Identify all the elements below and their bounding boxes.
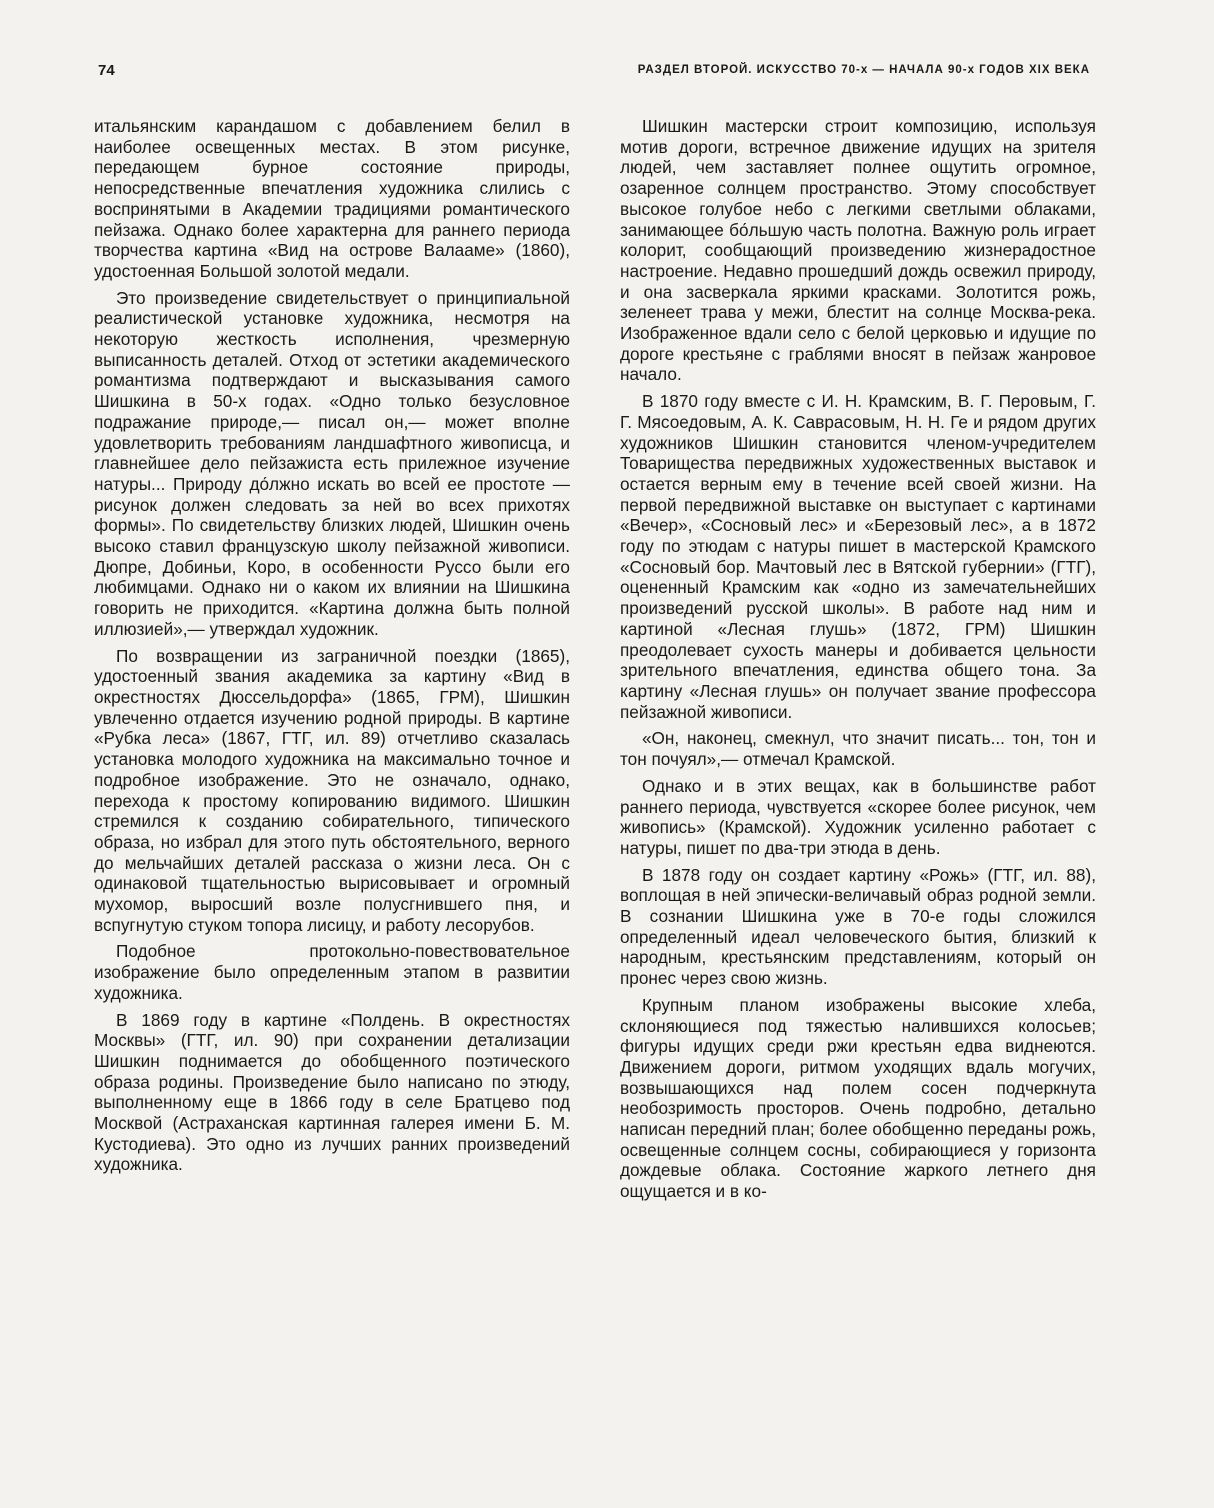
paragraph: итальянским карандашом с добавлением белил в наиболее освещенных местах. В этом рисунке, передающем бурное состояние природы, непосредственные впечатления художника слились с воспринятыми в Академии традициями романтического пейзажа. Однако более характерна для раннего периода творчества картина «Вид на острове Валааме» (1860), удостоенная Большой золотой медали. [94, 116, 570, 281]
paragraph: Подобное протокольно-повествовательное изображение было определенным этапом в развитии художника. [94, 941, 570, 1003]
paragraph: В 1878 году он создает картину «Рожь» (ГТГ, ил. 88), воплощая в ней эпически-величавый образ родной земли. В сознании Шишкина уже в 70-е годы сложился определенный идеал человеческого бытия, близкий к народным, крестьянским представлениям, который он пронес через свою жизнь. [620, 864, 1096, 989]
paragraph: Крупным планом изображены высокие хлеба, склоняющиеся под тяжестью налившихся колосьев; фигуры идущих среди ржи крестьян едва виднеются. Движением дороги, ритмом уходящих вдаль могучих, возвышающихся над полем сосен подчеркнута необозримость просторов. Очень подробно, детально написан передний план; более обобщенно переданы рожь, освещенные солнцем сосны, собирающиеся у горизонта дождевые облака. Состояние жаркого летнего дня ощущается и в ко- [620, 994, 1096, 1202]
paragraph: Это произведение свидетельствует о принципиальной реалистической установке художника, несмотря на некоторую жесткость исполнения, чрезмерную выписанность деталей. Отход от эстетики академического романтизма подтверждают и высказывания самого Шишкина в 50-х годах. «Одно только безусловное подражание природе,— писал он,— может вполне удовлетворить требованиям ландшафтного живописца, и главнейшее дело пейзажиста есть прилежное изучение натуры... Природу до́лжно искать во всей ее простоте — рисунок должен следовать за ней во всех прихотях формы». По свидетельству близких людей, Шишкин очень высоко ставил французскую школу пейзажной живописи. Дюпре, Добиньи, Коро, в особенности Руссо были его любимцами. Однако ни о каком их влиянии на Шишкина говорить не приходится. «Картина должна быть полной иллюзией»,— утверждал художник. [94, 287, 570, 639]
page-number: 74 [98, 62, 115, 79]
running-head: РАЗДЕЛ ВТОРОЙ. ИСКУССТВО 70-х — НАЧАЛА 90-х ГОДОВ XIX ВЕКА [637, 64, 1090, 76]
paragraph: В 1869 году в картине «Полдень. В окрестностях Москвы» (ГТГ, ил. 90) при сохранении детализации Шишкин поднимается до обобщенного поэтического образа родины. Произведение было написано по этюду, выполненному еще в 1866 году в селе Братцево под Москвой (Астраханская картинная галерея имени Б. М. Кустодиева). Это одно из лучших ранних произведений художника. [94, 1009, 570, 1175]
paragraph: По возвращении из заграничной поездки (1865), удостоенный звания академика за картину «Вид в окрестностях Дюссельдорфа» (1865, ГРМ), Шишкин увлеченно отдается изучению родной природы. В картине «Рубка леса» (1867, ГТГ, ил. 89) отчетливо сказалась установка молодого художника на максимально точное и подробное изображение. Это не означало, однако, перехода к простому копированию видимого. Шишкин стремился к созданию собирательного, типического образа, но избрал для этого путь обстоятельного, верного до мельчайших деталей рассказа о жизни леса. Он с одинаковой тщательностью вырисовывает и огромный мухомор, выросший возле полусгнившего пня, и вспугнутую стуком топора лисицу, и работу лесорубов. [94, 645, 570, 935]
paragraph: «Он, наконец, смекнул, что значит писать... тон, тон и тон почуял»,— отмечал Крамской. [620, 728, 1096, 770]
left-column [94, 116, 570, 1181]
right-column [620, 116, 1096, 1208]
paragraph: Однако и в этих вещах, как в большинстве работ раннего периода, чувствуется «скорее более рисунок, чем живопись» (Крамской). Художник усиленно работает с натуры, пишет по два-три этюда в день. [620, 775, 1096, 858]
paragraph: Шишкин мастерски строит композицию, используя мотив дороги, встречное движение идущих на зрителя людей, чем заставляет полнее ощутить огромное, озаренное солнцем пространство. Этому способствует высокое голубое небо с легкими светлыми облаками, занимающее бо́льшую часть полотна. Важную роль играет колорит, сообщающий произведению жизнерадостное настроение. Недавно прошедший дождь освежил природу, и она засверкала яркими красками. Золотится рожь, зеленеет трава у межи, блестит на солнце Москва-река. Изображенное вдали село с белой церковью и идущие по дороге крестьяне с граблями вносят в пейзаж жанровое начало. [620, 116, 1096, 385]
paragraph: В 1870 году вместе с И. Н. Крамским, В. Г. Перовым, Г. Г. Мясоедовым, А. К. Саврасовым, Н. Н. Ге и рядом других художников Шишкин становится членом-учредителем Товарищества передвижных художественных выставок и остается верным ему в течение всей своей жизни. На первой передвижной выставке он выступает с картинами «Вечер», «Сосновый лес» и «Березовый лес», а в 1872 году по этюдам с натуры пишет в мастерской Крамского «Сосновый бор. Мачтовый лес в Вятской губернии» (ГТГ), оцененный Крамским как «одно из замечательнейших произведений русской школы». В работе над ним и картиной «Лесная глушь» (1872, ГРМ) Шишкин преодолевает сухость манеры и добивается цельности зрительного впечатления, единства общего тона. За картину «Лесная глушь» он получает звание профессора пейзажной живописи. [620, 391, 1096, 722]
